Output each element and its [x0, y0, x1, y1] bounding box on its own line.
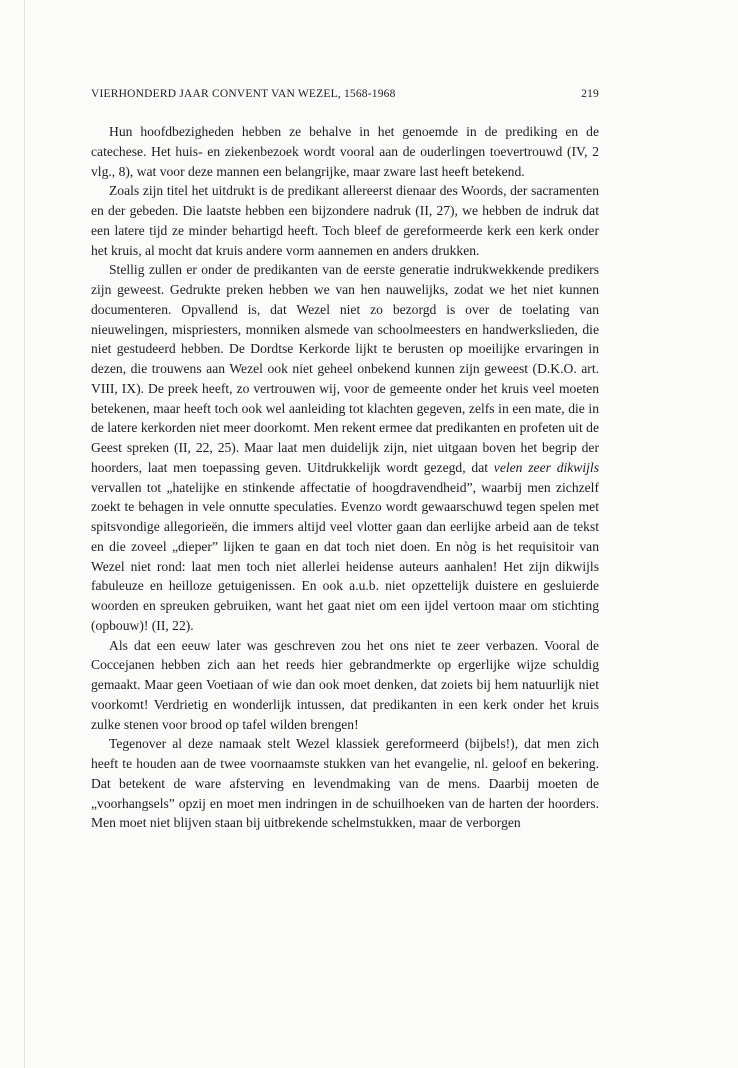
running-title: VIERHONDERD JAAR CONVENT VAN WEZEL, 1568-1968 [91, 88, 396, 100]
scan-edge [24, 0, 25, 1068]
paragraph-text: Zoals zijn titel het uitdrukt is de predikant allereerst dienaar des Woords, der sacramenten en der gebeden. Die laatste hebben een bijzondere nadruk (II, 27), we hebben de indruk dat een latere tijd ze minder behartigd heeft. Toch bleef de gereformeerde kerk een kerk onder het kruis, al mocht dat kruis andere vorm aannemen en anders drukken. [91, 183, 599, 258]
paragraph-text: Tegenover al deze namaak stelt Wezel klassiek gereformeerd (bijbels!), dat men zich heeft te houden aan de twee voornaamste stukken van het evangelie, nl. geloof en bekering. Dat betekent de ware afsterving en levendmaking van de mens. Daarbij moeten de „voorhangsels” opzij en moet men indringen in de schuilhoeken van de harten der hoorders. Men moet niet blijven staan bij uitbrekende schelmstukken, maar de verborgen [91, 736, 599, 831]
paragraph-4 [91, 636, 599, 735]
book-page [91, 88, 599, 833]
paragraph-1 [91, 122, 599, 181]
paragraph-3 [91, 260, 599, 635]
paragraph-5 [91, 734, 599, 833]
paragraph-text: Stellig zullen er onder de predikanten van de eerste generatie indrukwekkende predikers zijn geweest. Gedrukte preken hebben we van hen nauwelijks, zodat we het niet kunnen documenteren. Opvallend is, dat Wezel niet zo bezorgd is over de toelating van nieuwelingen, mispriesters, monniken alsmede van schoolmeesters en handwerkslieden, die niet gestudeerd hebben. De Dordtse Kerkorde lijkt te berusten op moeilijke ervaringen in dezen, die trouwens aan Wezel ook niet geheel onbekend kunnen zijn geweest (D.K.O. art. VIII, IX). De preek heeft, zo vertrouwen wij, voor de gemeente onder het kruis veel moeten betekenen, maar heeft toch ook wel aanleiding tot klachten gegeven, zelfs in een mate, die in de latere kerkorden niet meer doorkomt. Men rekent ermee dat predikanten en profeten uit de Geest spreken (II, 22, 25). Maar laat men duidelijk zijn, niet uitgaan boven het begrip der hoorders, laat men toepassing geven. Uitdrukkelijk wordt gezegd, dat [91, 262, 599, 475]
italic-emphasis: velen zeer dikwijls [493, 459, 599, 475]
paragraph-text-continued: vervallen tot „hatelijke en stinkende affectatie of hoogdravendheid”, waarbij men zichzelf zoekt te behagen in vele onnutte speculaties. Evenzo wordt gewaarschuwd tegen spelen met spitsvondige allegorieën, die immers altijd veel vlotter gaan dan eerlijke arbeid aan de tekst en die zoveel „dieper” lijken te gaan en dat toch niet doen. En nòg is het requisitoir van Wezel niet rond: laat men toch niet allerlei heidense auteurs aanhalen! Het zijn dikwijls fabuleuze en heilloze getuigenissen. En ook a.u.b. niet opzettelijk duistere en gesluierde woorden en spreuken gebruiken, want het gaat niet om een ijdel vertoon maar om stichting (opbouw)! (II, 22). [91, 479, 599, 633]
paragraph-text: Hun hoofdbezigheden hebben ze behalve in het genoemde in de prediking en de catechese. Het huis- en ziekenbezoek wordt vooral aan de ouderlingen toevertrouwd (IV, 2 vlg., 8), wat voor deze mannen een belangrijke, maar zware last heeft betekend. [91, 124, 599, 179]
paragraph-text: Als dat een eeuw later was geschreven zou het ons niet te zeer verbazen. Vooral de Coccejanen hebben zich aan het reeds hier gebrandmerkte op ergerlijke wijze schuldig gemaakt. Maar geen Voetiaan of wie dan ook moet denken, dat zoiets bij hem natuurlijk niet voorkomt! Verdrietig en wonderlijk intussen, dat predikanten in een kerk onder het kruis zulke stenen voor brood op tafel wilden brengen! [91, 637, 599, 732]
page-number: 219 [581, 88, 599, 100]
running-header [91, 88, 599, 110]
paragraph-2 [91, 181, 599, 260]
